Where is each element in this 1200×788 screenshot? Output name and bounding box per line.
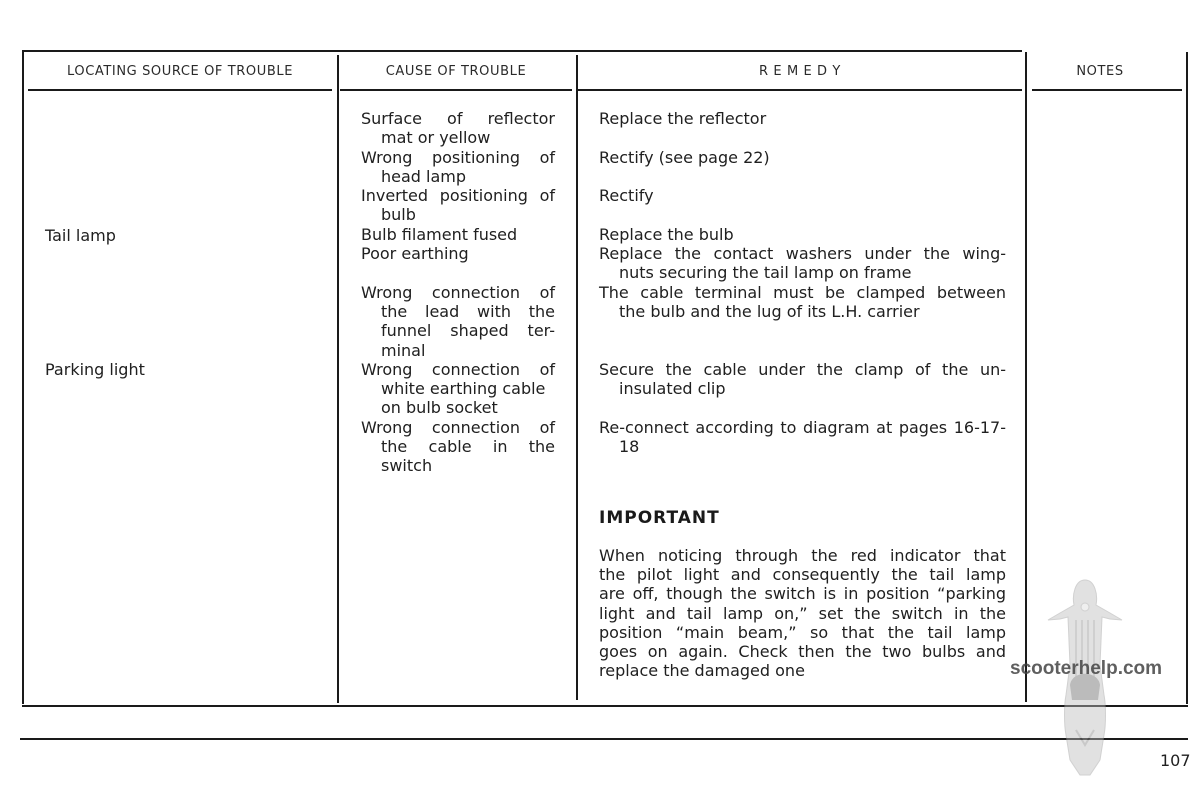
remedy-item [599, 418, 1006, 456]
cause-line: mat or yellow [381, 128, 491, 148]
remedy-item [599, 360, 1006, 398]
cause-line: funnel shaped ter- [381, 321, 555, 341]
remedy-line: The cable terminal must be clamped between [599, 283, 1006, 302]
header-notes: NOTES [1076, 64, 1124, 79]
important-line: light and tail lamp on,” set the switch in the [599, 603, 1006, 623]
table-bottom-border [22, 705, 1188, 707]
remedy-line: Replace the contact washers under the wing- [599, 244, 1006, 263]
cause-line: Wrong connection of [361, 418, 555, 437]
location-tail-lamp: Tail lamp [45, 226, 116, 245]
remedy-line: Secure the cable under the clamp of the un- [599, 360, 1006, 379]
important-line: the pilot light and consequently the tail lamp [599, 565, 1006, 585]
remedy-line: 18 [619, 437, 640, 457]
column-divider-2 [576, 55, 578, 700]
table-top-border [22, 50, 1022, 52]
cause-line: minal [381, 340, 426, 360]
header-underline-notes [1032, 89, 1182, 91]
table-left-border [22, 50, 24, 704]
header-underline-cause [340, 89, 572, 91]
cause-line: Wrong positioning of [361, 148, 555, 167]
cause-item [361, 109, 555, 147]
important-line: position “main beam,” so that the tail lamp [599, 622, 1006, 642]
cause-line: Poor earthing [361, 244, 469, 263]
important-line: replace the damaged one [599, 661, 805, 681]
cause-line: bulb [381, 205, 416, 225]
remedy-item [599, 109, 1006, 128]
remedy-item [599, 225, 1006, 244]
important-line: goes on again. Check then the two bulbs and [599, 642, 1006, 662]
cause-item [361, 244, 555, 263]
important-heading: IMPORTANT [599, 508, 720, 528]
column-divider-1 [337, 55, 339, 703]
cause-line: white earthing cable [381, 379, 546, 399]
cause-item [361, 360, 555, 418]
cause-line: head lamp [381, 167, 467, 187]
cause-line: on bulb socket [381, 398, 498, 418]
column-divider-3 [1025, 52, 1027, 702]
header-remedy: R E M E D Y [759, 64, 841, 79]
page-number: 107 [1160, 751, 1191, 770]
cause-line: the cable in the [381, 437, 555, 457]
remedy-line: Replace the bulb [599, 225, 734, 244]
remedy-item [599, 148, 1006, 167]
cause-line: Wrong connection of [361, 360, 555, 379]
remedy-line: Rectify [599, 186, 654, 205]
important-paragraph [599, 546, 1006, 680]
header-underline-locating [28, 89, 332, 91]
remedy-item [599, 244, 1006, 282]
remedy-line: the bulb and the lug of its L.H. carrier [619, 302, 920, 322]
location-parking-light: Parking light [45, 360, 145, 379]
remedy-line: Re-connect according to diagram at pages 16-17- [599, 418, 1006, 437]
header-locating: LOCATING SOURCE OF TROUBLE [66, 64, 294, 79]
remedy-line: Replace the reflector [599, 109, 767, 128]
table-right-border [1186, 52, 1188, 704]
scooter-logo-icon [1040, 575, 1130, 785]
cause-item [361, 148, 555, 186]
cause-item [361, 418, 555, 476]
remedy-item [599, 283, 1006, 321]
cause-item [361, 186, 555, 224]
footer-rule [20, 738, 1188, 740]
cause-line: Bulb filament fused [361, 225, 518, 244]
cause-line: the lead with the [381, 302, 555, 322]
cause-line: Surface of reflector [361, 109, 555, 128]
remedy-line: Rectify (see page 22) [599, 148, 770, 167]
header-cause: CAUSE OF TROUBLE [385, 64, 527, 79]
cause-line: Wrong connection of [361, 283, 555, 302]
remedy-line: insulated clip [619, 379, 726, 399]
important-line: When noticing through the red indicator that [599, 546, 1006, 565]
cause-line: switch [381, 456, 433, 476]
important-line: are off, though the switch is in position “parking [599, 584, 1006, 604]
remedy-line: nuts securing the tail lamp on frame [619, 263, 912, 283]
cause-line: Inverted positioning of [361, 186, 555, 205]
cause-item [361, 283, 555, 360]
watermark-text: scooterhelp.com [1010, 658, 1163, 679]
remedy-item [599, 186, 1006, 205]
header-underline-remedy [578, 89, 1022, 91]
cause-item [361, 225, 555, 244]
